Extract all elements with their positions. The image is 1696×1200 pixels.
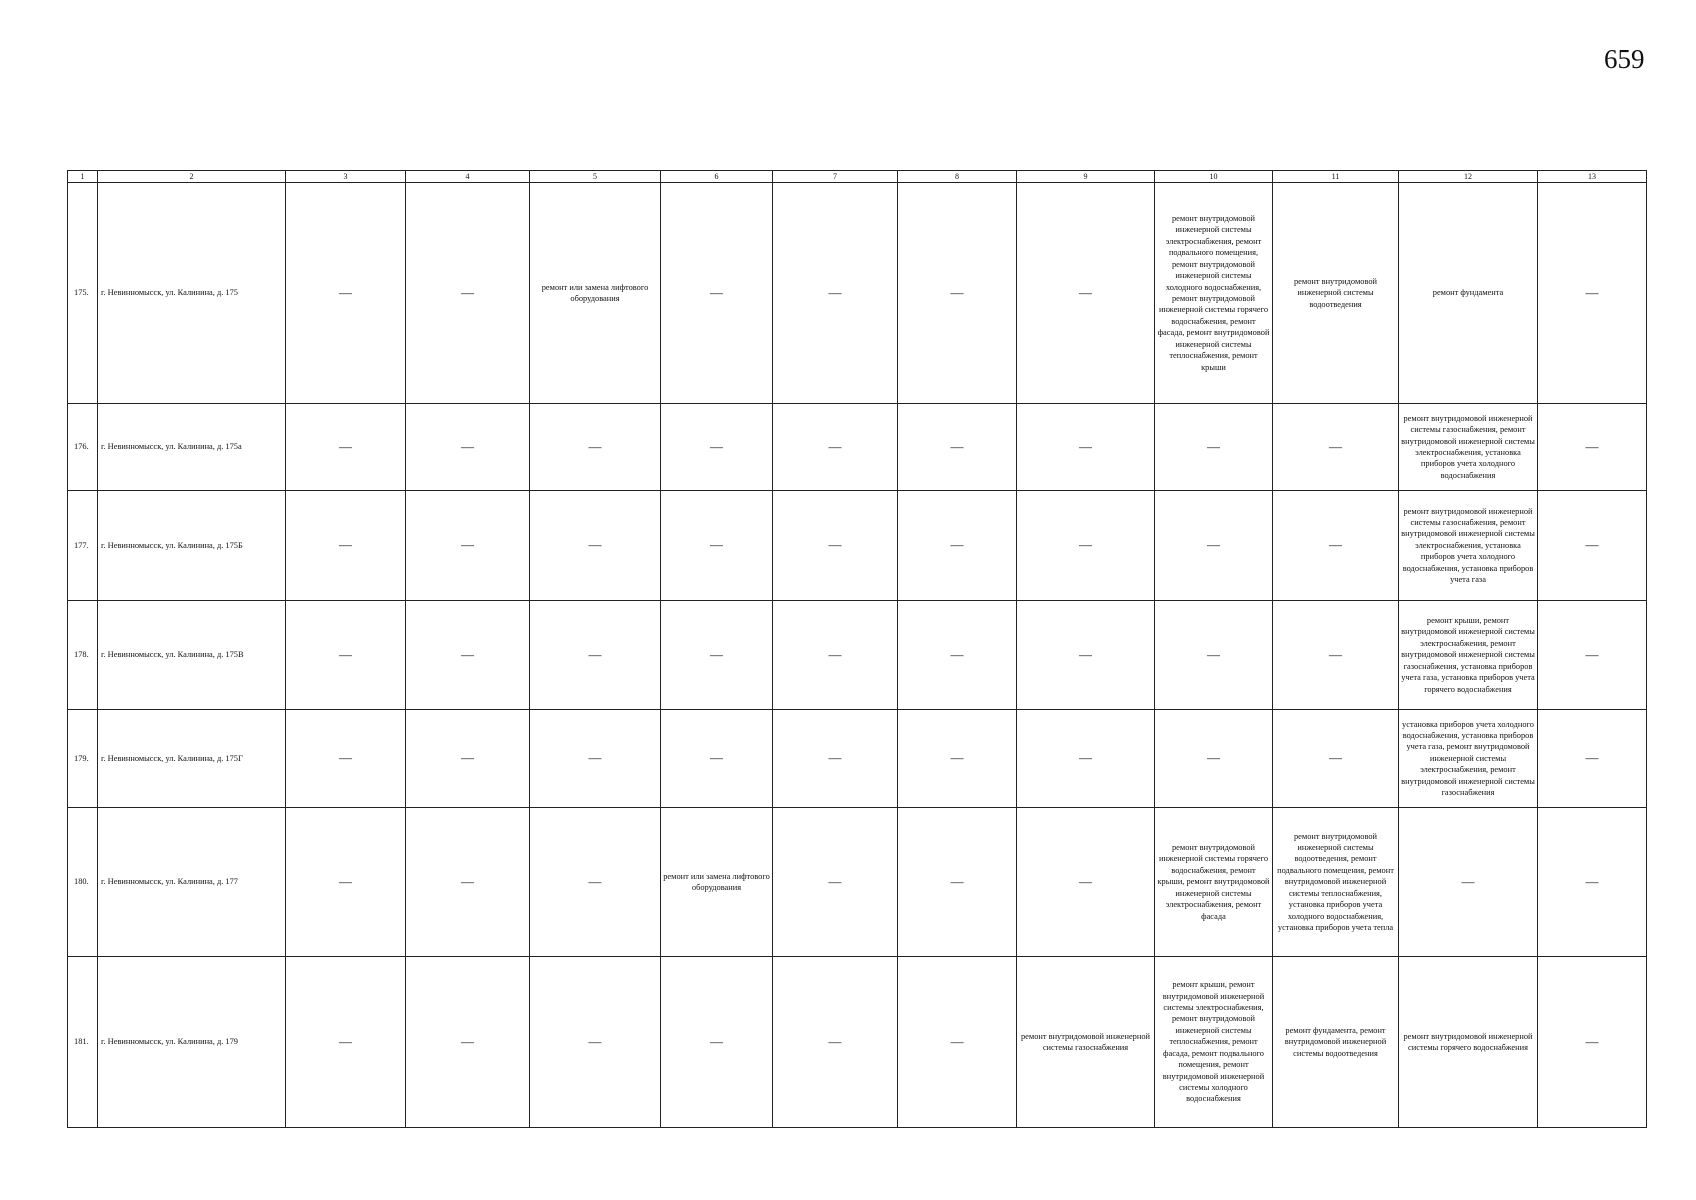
cell-col13: — bbox=[1538, 601, 1647, 710]
cell-col12: ремонт внутридомовой инженерной системы газоснабжения, ремонт внутридомовой инженерной системы электроснабжения, установка приборов учета холодного водоснабжения, установка приборов учета газа bbox=[1399, 491, 1538, 601]
table-row bbox=[68, 808, 1647, 957]
row-number: 176. bbox=[68, 404, 98, 491]
cell-col10: — bbox=[1155, 601, 1273, 710]
cell-col4: — bbox=[406, 601, 530, 710]
cell-col3: — bbox=[286, 491, 406, 601]
cell-col12: ремонт внутридомовой инженерной системы горячего водоснабжения bbox=[1399, 957, 1538, 1128]
cell-col12: — bbox=[1399, 808, 1538, 957]
cell-col6: — bbox=[661, 601, 773, 710]
cell-col13: — bbox=[1538, 491, 1647, 601]
cell-col4: — bbox=[406, 957, 530, 1128]
cell-col5: — bbox=[530, 710, 661, 808]
cell-col3: — bbox=[286, 808, 406, 957]
column-number: 13 bbox=[1538, 171, 1647, 183]
cell-col3: — bbox=[286, 404, 406, 491]
page-number: 659 bbox=[1604, 44, 1645, 74]
cell-col8: — bbox=[898, 710, 1017, 808]
cell-col13: — bbox=[1538, 957, 1647, 1128]
cell-col5: — bbox=[530, 808, 661, 957]
cell-col5: ремонт или замена лифтового оборудования bbox=[530, 183, 661, 404]
cell-col4: — bbox=[406, 710, 530, 808]
table-row bbox=[68, 183, 1647, 404]
address-cell: г. Невинномысск, ул. Калинина, д. 175 bbox=[98, 183, 286, 404]
cell-col10: — bbox=[1155, 491, 1273, 601]
cell-col6: — bbox=[661, 957, 773, 1128]
cell-col12: ремонт крыши, ремонт внутридомовой инженерной системы электроснабжения, ремонт внутридомовой инженерной системы газоснабжения, установка приборов учета газа, установка приборов учета горячего водоснабжения bbox=[1399, 601, 1538, 710]
cell-col11: ремонт фундамента, ремонт внутридомовой инженерной системы водоотведения bbox=[1273, 957, 1399, 1128]
cell-col5: — bbox=[530, 491, 661, 601]
table-row bbox=[68, 491, 1647, 601]
cell-col5: — bbox=[530, 957, 661, 1128]
cell-col11: — bbox=[1273, 601, 1399, 710]
cell-col12: ремонт фундамента bbox=[1399, 183, 1538, 404]
cell-col11: — bbox=[1273, 710, 1399, 808]
row-number: 179. bbox=[68, 710, 98, 808]
cell-col9: — bbox=[1017, 601, 1155, 710]
cell-col12: ремонт внутридомовой инженерной системы газоснабжения, ремонт внутридомовой инженерной системы электроснабжения, установка приборов учета холодного водоснабжения bbox=[1399, 404, 1538, 491]
row-number: 175. bbox=[68, 183, 98, 404]
cell-col8: — bbox=[898, 404, 1017, 491]
row-number: 177. bbox=[68, 491, 98, 601]
cell-col11: — bbox=[1273, 404, 1399, 491]
cell-col6: — bbox=[661, 183, 773, 404]
cell-col12: установка приборов учета холодного водоснабжения, установка приборов учета газа, ремонт внутридомовой инженерной системы электроснабжения, ремонт внутридомовой инженерной системы газоснабжения bbox=[1399, 710, 1538, 808]
cell-col8: — bbox=[898, 183, 1017, 404]
cell-col9: — bbox=[1017, 491, 1155, 601]
cell-col8: — bbox=[898, 957, 1017, 1128]
cell-col10: ремонт крыши, ремонт внутридомовой инженерной системы электроснабжения, ремонт внутридомовой инженерной системы теплоснабжения, ремонт фасада, ремонт подвального помещения, ремонт внутридомовой инженерной системы холодного водоснабжения bbox=[1155, 957, 1273, 1128]
cell-col11: ремонт внутридомовой инженерной системы водоотведения, ремонт подвального помещения, ремонт внутридомовой инженерной системы теплоснабжения, установка приборов учета холодного водоснабжения, установка приборов учета тепла bbox=[1273, 808, 1399, 957]
cell-col7: — bbox=[773, 491, 898, 601]
table-row bbox=[68, 710, 1647, 808]
capital-repair-table bbox=[67, 170, 1647, 1128]
row-number: 180. bbox=[68, 808, 98, 957]
cell-col3: — bbox=[286, 710, 406, 808]
column-number: 1 bbox=[68, 171, 98, 183]
cell-col11: ремонт внутридомовой инженерной системы водоотведения bbox=[1273, 183, 1399, 404]
column-number: 4 bbox=[406, 171, 530, 183]
cell-col6: ремонт или замена лифтового оборудования bbox=[661, 808, 773, 957]
cell-col4: — bbox=[406, 808, 530, 957]
cell-col3: — bbox=[286, 183, 406, 404]
cell-col13: — bbox=[1538, 808, 1647, 957]
cell-col9: — bbox=[1017, 404, 1155, 491]
cell-col8: — bbox=[898, 808, 1017, 957]
address-cell: г. Невинномысск, ул. Калинина, д. 175В bbox=[98, 601, 286, 710]
address-cell: г. Невинномысск, ул. Калинина, д. 175Б bbox=[98, 491, 286, 601]
address-cell: г. Невинномысск, ул. Калинина, д. 179 bbox=[98, 957, 286, 1128]
column-number: 6 bbox=[661, 171, 773, 183]
cell-col10: — bbox=[1155, 404, 1273, 491]
table-row bbox=[68, 601, 1647, 710]
cell-col5: — bbox=[530, 404, 661, 491]
cell-col13: — bbox=[1538, 183, 1647, 404]
cell-col13: — bbox=[1538, 710, 1647, 808]
cell-col5: — bbox=[530, 601, 661, 710]
cell-col3: — bbox=[286, 601, 406, 710]
column-number: 10 bbox=[1155, 171, 1273, 183]
cell-col9: — bbox=[1017, 808, 1155, 957]
cell-col6: — bbox=[661, 491, 773, 601]
table-row bbox=[68, 957, 1647, 1128]
cell-col7: — bbox=[773, 808, 898, 957]
cell-col4: — bbox=[406, 404, 530, 491]
column-number-row bbox=[68, 171, 1647, 183]
cell-col10: — bbox=[1155, 710, 1273, 808]
column-number: 7 bbox=[773, 171, 898, 183]
cell-col7: — bbox=[773, 183, 898, 404]
column-number: 3 bbox=[286, 171, 406, 183]
cell-col10: ремонт внутридомовой инженерной системы электроснабжения, ремонт подвального помещения, ремонт внутридомовой инженерной системы холодного водоснабжения, ремонт внутридомовой инженерной системы горячего водоснабжения, ремонт фасада, ремонт внутридомовой инженерной системы теплоснабжения, ремонт крыши bbox=[1155, 183, 1273, 404]
column-number: 12 bbox=[1399, 171, 1538, 183]
column-number: 5 bbox=[530, 171, 661, 183]
row-number: 181. bbox=[68, 957, 98, 1128]
address-cell: г. Невинномысск, ул. Калинина, д. 175а bbox=[98, 404, 286, 491]
cell-col7: — bbox=[773, 601, 898, 710]
cell-col11: — bbox=[1273, 491, 1399, 601]
cell-col9: — bbox=[1017, 710, 1155, 808]
cell-col3: — bbox=[286, 957, 406, 1128]
cell-col7: — bbox=[773, 710, 898, 808]
column-number: 11 bbox=[1273, 171, 1399, 183]
table-row bbox=[68, 404, 1647, 491]
column-number: 8 bbox=[898, 171, 1017, 183]
cell-col6: — bbox=[661, 404, 773, 491]
cell-col4: — bbox=[406, 183, 530, 404]
cell-col4: — bbox=[406, 491, 530, 601]
cell-col8: — bbox=[898, 491, 1017, 601]
address-cell: г. Невинномысск, ул. Калинина, д. 175Г bbox=[98, 710, 286, 808]
column-number: 2 bbox=[98, 171, 286, 183]
cell-col10: ремонт внутридомовой инженерной системы горячего водоснабжения, ремонт крыши, ремонт внутридомовой инженерной системы электроснабжения, ремонт фасада bbox=[1155, 808, 1273, 957]
cell-col9: ремонт внутридомовой инженерной системы газоснабжения bbox=[1017, 957, 1155, 1128]
cell-col13: — bbox=[1538, 404, 1647, 491]
cell-col6: — bbox=[661, 710, 773, 808]
cell-col9: — bbox=[1017, 183, 1155, 404]
row-number: 178. bbox=[68, 601, 98, 710]
cell-col7: — bbox=[773, 957, 898, 1128]
cell-col8: — bbox=[898, 601, 1017, 710]
address-cell: г. Невинномысск, ул. Калинина, д. 177 bbox=[98, 808, 286, 957]
column-number: 9 bbox=[1017, 171, 1155, 183]
cell-col7: — bbox=[773, 404, 898, 491]
